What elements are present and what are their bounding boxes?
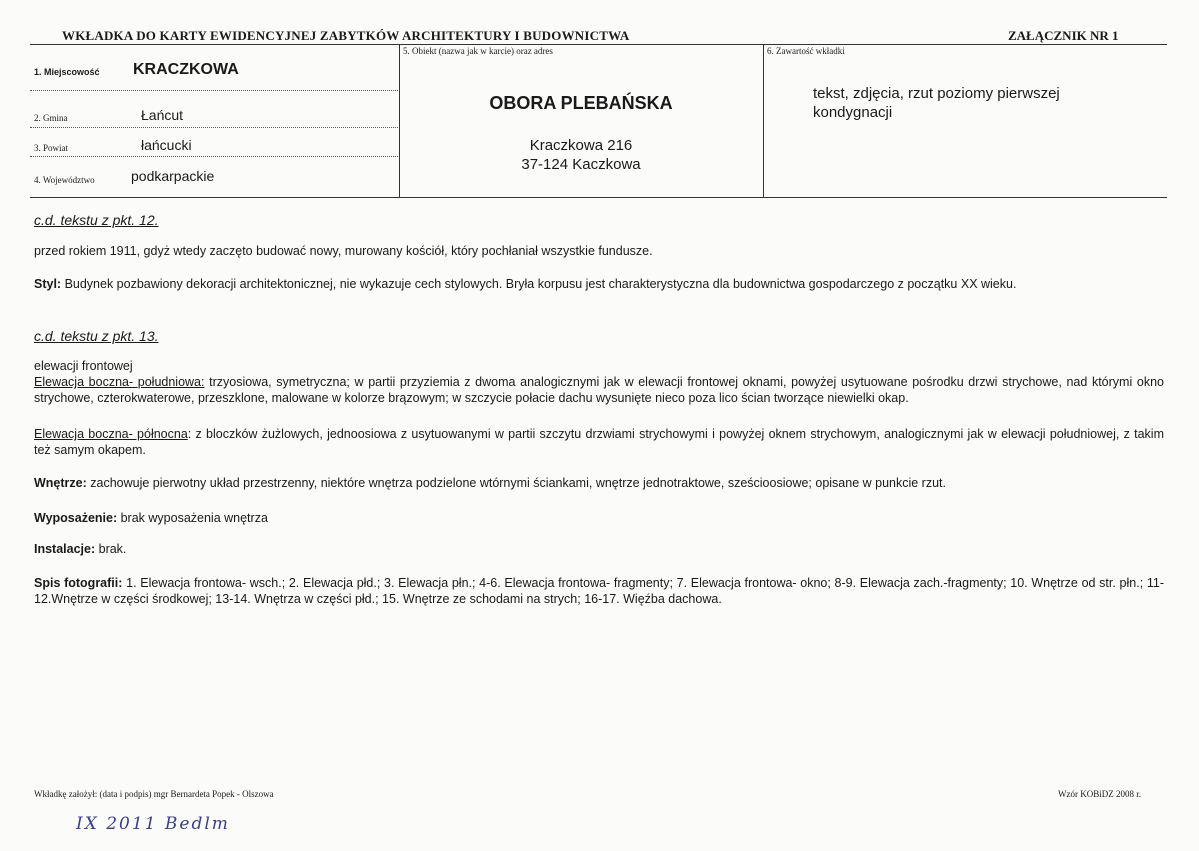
installations-label: Instalacje: (34, 542, 96, 556)
contents-label: 6. Zawartość wkładki (767, 46, 845, 56)
equipment-paragraph (34, 510, 1164, 526)
object-label: 5. Obiekt (nazwa jak w karcie) oraz adres (403, 46, 553, 56)
equipment-text: brak wyposażenia wnętrza (117, 511, 268, 525)
document-title: WKŁADKA DO KARTY EWIDENCYJNEJ ZABYTKÓW ARCHITEKTURY I BUDOWNICTWA (62, 28, 630, 43)
template-version: Wzór KOBiDZ 2008 r. (1058, 789, 1141, 799)
object-name: OBORA PLEBAŃSKA (489, 93, 673, 113)
style-text: Budynek pozbawiony dekoracji architektonicznej, nie wykazuje cech stylowych. Bryła korpusu jest charakterystyczna dla budownictwa gospodarczego z początku XX wieku. (61, 277, 1017, 291)
section12-paragraph: przed rokiem 1911, gdyż wtedy zaczęto budować nowy, murowany kościół, który pochłaniał wszystkie fundusze. (34, 244, 653, 258)
north-elevation-paragraph (34, 426, 1164, 458)
commune-value: Łańcut (141, 107, 184, 123)
voivodeship-label: 4. Województwo (34, 175, 95, 185)
column-divider (399, 44, 400, 197)
photos-label: Spis fotografii: (34, 576, 123, 590)
object-address-line2: 37-124 Kaczkowa (521, 156, 641, 173)
header-rule (30, 44, 1167, 45)
north-elevation-text: : z bloczków żużlowych, jednoosiowa z usytuowanymi w partii szczytu drzwiami strychowymi i powyżej oknem strychowym, analogicznymi jak w elewacji południowej, z takim też samym okapem. (34, 427, 1164, 457)
contents-value: tekst, zdjęcia, rzut poziomy pierwszej kondygnacji (813, 85, 1060, 121)
north-elevation-label: Elewacja boczna- północna (34, 427, 188, 441)
author-line: Wkładkę założył: (data i podpis) mgr Bernardeta Popek - Olszowa (34, 789, 274, 799)
equipment-label: Wyposażenie: (34, 511, 118, 525)
object-address-line1: Kraczkowa 216 (529, 137, 633, 154)
south-elevation-paragraph (34, 374, 1164, 406)
interior-label: Wnętrze: (34, 476, 87, 490)
style-label: Styl: (34, 277, 62, 291)
interior-text: zachowuje pierwotny układ przestrzenny, niektóre wnętrza podzielone wtórnymi ściankami, wnętrze jednotraktowe, sześcioosiowe; opisane w punkcie rzut. (86, 476, 946, 490)
style-paragraph (34, 276, 1164, 292)
place-label: 1. Miejscowość (34, 67, 100, 77)
photos-paragraph (34, 575, 1164, 607)
field-separator (30, 127, 398, 128)
place-value: KRACZKOWA (133, 61, 239, 78)
interior-paragraph (34, 475, 1164, 491)
district-value: łańcucki (141, 137, 192, 153)
photos-text: 1. Elewacja frontowa- wsch.; 2. Elewacja płd.; 3. Elewacja płn.; 4-6. Elewacja frontowa- fragmenty; 7. Elewacja frontowa- okno; 8-9. Elewacja zach.-fragmenty; 10. Wnętrze od str. płn.; 11-12.Wnętrze w części środkowej; 13-14. Wnętrza w części płd.; 15. Wnętrze ze schodami na strych; 16-17. Więźba dachowa. (34, 576, 1164, 606)
header-table-bottom-rule (30, 197, 1167, 198)
south-elevation-label: Elewacja boczna- południowa: (34, 375, 205, 389)
field-separator (30, 156, 398, 157)
field-separator (30, 90, 398, 91)
commune-label: 2. Gmina (34, 113, 68, 123)
installations-paragraph (34, 541, 1164, 557)
south-elevation-text: trzyosiowa, symetryczna; w partii przyziemia z dwoma analogicznymi jak w elewacji frontowej oknami, powyżej usytuowane pośrodku drzwi strychowe, nad którymi okno strychowe, czterokwaterowe, przeszklone, malowane w kolorze brązowym; w szczycie połacie dachu wysunięte nieco poza lico ścian tworzące niewielki okap. (34, 375, 1164, 405)
installations-text: brak. (95, 542, 127, 556)
section13-heading: c.d. tekstu z pkt. 13. (34, 328, 159, 344)
handwritten-signature: IX 2011 Bedlm (76, 814, 230, 834)
section12-heading: c.d. tekstu z pkt. 12. (34, 212, 159, 228)
section13-intro: elewacji frontowej (34, 359, 133, 373)
voivodeship-value: podkarpackie (131, 168, 215, 184)
district-label: 3. Powiat (34, 143, 69, 153)
column-divider (763, 44, 764, 197)
annex-label: ZAŁĄCZNIK NR 1 (1008, 28, 1119, 43)
